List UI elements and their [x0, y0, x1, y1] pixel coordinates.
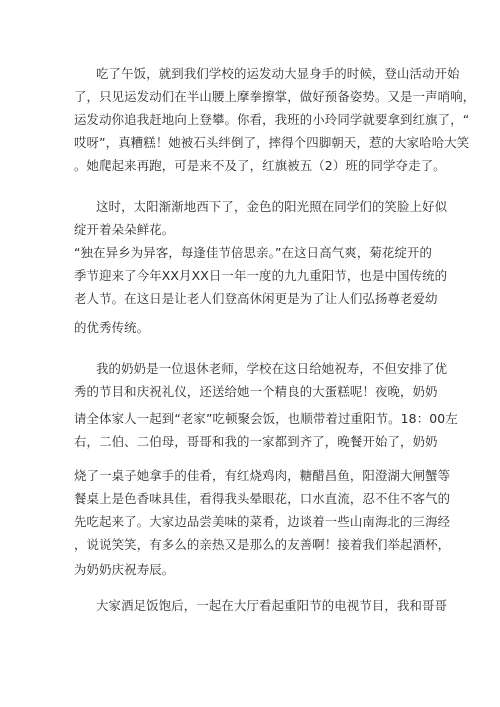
text-line: 请全体家人一起到“老家”吃顿聚会饭，也顺带着过重阳节。18：00左 — [74, 411, 458, 426]
text-line: 了，只见运发动们在半山腰上摩拳擦掌，做好预备姿势。又是一声哨响， — [74, 89, 476, 104]
text-line: 秀的节目和庆祝礼仪，还送给她一个精良的大蛋糕呢！夜晚，奶奶 — [74, 384, 438, 399]
text-line: 的优秀传统。 — [74, 320, 150, 335]
text-line: ，说说笑笑，有多么的亲热又是那么的友善啊！接着我们举起酒杯， — [74, 537, 451, 552]
text-line: 我的奶奶是一位退休老师，学校在这日给她祝寿，不但安排了优 — [96, 361, 448, 376]
text-line: 哎呀”，真糟糕！她被石头绊倒了，摔得个四脚朝天，惹的大家哈哈大笑 — [74, 135, 470, 150]
text-line: 吃了午饭，就到我们学校的运发动大显身手的时候，登山活动开始 — [96, 66, 460, 81]
text-line: 老人节。在这日是让老人们登高休闲更是为了让人们弘扬尊老爱幼 — [74, 291, 438, 306]
text-line: 绽开着朵朵鲜花。 — [74, 222, 175, 237]
text-line: “独在异乡为异客，每逢佳节倍思亲。”在这日高气爽，菊花绽开的 — [74, 245, 433, 260]
text-line: 。她爬起来再跑，可是来不及了，红旗被五（2）班的同学夺走了。 — [74, 158, 446, 173]
text-line: 先吃起来了。大家边品尝美味的菜肴，边谈着一些山南海北的三海经 — [74, 514, 451, 529]
text-line: 为奶奶庆祝寿辰。 — [74, 562, 175, 577]
text-line: 运发动你追我赶地向上登攀。你看，我班的小玲同学就要拿到红旗了，“ — [74, 112, 470, 127]
text-line: 餐桌上是色香味具佳，看得我头晕眼花，口水直流，忍不住不客气的 — [74, 491, 451, 506]
text-line: 这时，太阳渐渐地西下了，金色的阳光照在同学们的笑脸上好似 — [96, 199, 448, 214]
text-line: 季节迎来了今年XX月XX日一年一度的九九重阳节，也是中国传统的 — [74, 268, 448, 283]
text-line: 烧了一桌子她拿手的佳肴，有红烧鸡肉，糖醋昌鱼，阳澄湖大闸蟹等 — [74, 468, 451, 483]
text-line: 大家酒足饭饱后，一起在大厅看起重阳节的电视节目，我和哥哥 — [96, 598, 448, 613]
text-line: 右，二伯、二伯母，哥哥和我的一家都到齐了，晚餐开始了，奶奶 — [74, 434, 438, 449]
